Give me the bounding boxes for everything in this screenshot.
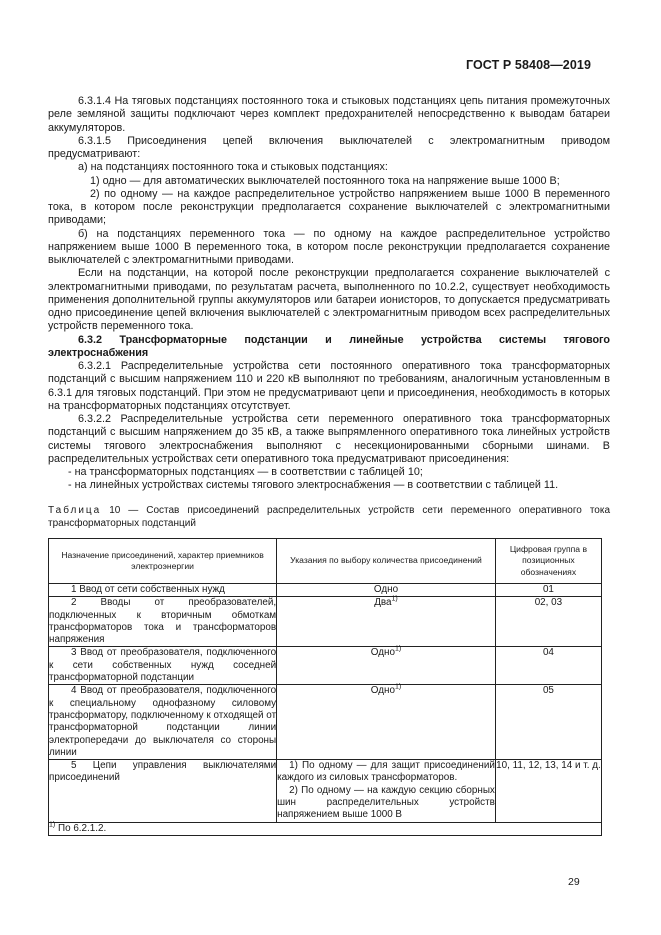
row-indication-cell: Одно bbox=[277, 584, 496, 597]
table-caption-text: 10 — Состав присоединений распределительных устройств сети переменного оперативного тока трансформаторных подстанций bbox=[48, 505, 611, 529]
paragraph: б) на подстанциях переменного тока — по одному на каждое распределительное устройство напряжением выше 1000 В переменного тока, в котором после реконструкции предполагается сохранение выключателей с электромагнитными приводами. bbox=[48, 227, 610, 266]
table-10 bbox=[48, 538, 602, 836]
column-header: Назначение присоединений, характер приемников электроэнергии bbox=[49, 539, 277, 584]
row-name-cell: 4 Ввод от преобразователя, подключенного к специальному однофазному силовому трансформатору, подключенному к отходящей от трансформаторной подстанции линии электропередачи до выключателя со стороны линии bbox=[49, 685, 277, 758]
table-row bbox=[49, 597, 602, 647]
row-name-cell: 2 Вводы от преобразователей, подключенных к вторичным обмоткам трансформаторов тока и трансформаторов напряжения bbox=[49, 597, 277, 646]
list-item: - на трансформаторных подстанциях — в соответствии с таблицей 10; bbox=[68, 466, 423, 478]
column-header: Указания по выбору количества присоединений bbox=[277, 539, 496, 584]
row-indication-cell: Одно$^{1)}$ bbox=[277, 685, 496, 760]
table-row bbox=[49, 647, 602, 685]
table-header-row bbox=[49, 539, 602, 584]
row-name-cell: 3 Ввод от преобразователя, подключенного к сети собственных нужд соседней трансформаторной подстанции bbox=[49, 647, 277, 684]
document-code: ГОСТ Р 58408—2019 bbox=[465, 58, 591, 72]
paragraph: 2) по одному — на каждое распределительное устройство напряжением выше 1000 В переменного тока, в котором после реконструкции предполагается сохранение выключателей с электромагнитными приводами; bbox=[48, 187, 610, 227]
footnote-text: По 6.2.1.2. bbox=[57, 822, 107, 834]
indication-item: 2) По одному — на каждую секцию сборных шин распределительных устройств напряжением выше 1000 В bbox=[277, 784, 495, 821]
page-number: 29 bbox=[568, 876, 580, 888]
row-name-cell: 1 Ввод от сети собственных нужд bbox=[49, 584, 277, 597]
table-row bbox=[49, 685, 602, 760]
row-code-cell: 02, 03 bbox=[495, 597, 601, 647]
paragraph: 6.3.2.1 Распределительные устройства сети постоянного оперативного тока трансформаторных подстанций с высшим напряжением 110 и 220 кВ выполняют по требованиям, аналогичным установленным в 6.3.1 для тяговых подстанций. При этом не предусматривают цепи и присоединения, необходимость в которых на трансформаторных подстанциях отсутствует. bbox=[48, 360, 610, 412]
indication-item: 1) По одному — для защит присоединений каждого из силовых трансформаторов. bbox=[277, 760, 495, 784]
paragraph: 6.3.1.4 На тяговых подстанциях постоянного тока и стыковых подстанциях цепь питания промежуточных реле земляной защиты подключают через комплект предохранителей непосредственно к выводам батареи аккумуляторов. bbox=[48, 95, 610, 134]
paragraph: а) на подстанциях постоянного тока и стыковых подстанциях: bbox=[78, 161, 388, 174]
row-code-cell: 01 bbox=[495, 584, 601, 597]
footnote-ref: 1) bbox=[394, 646, 402, 654]
row-name-cell: 5 Цепи управления выключателями присоединений bbox=[49, 760, 277, 822]
row-code-cell: 05 bbox=[495, 685, 601, 760]
paragraph: 6.3.2.2 Распределительные устройства сети переменного оперативного тока трансформаторных подстанций с высшим напряжением до 35 кВ, а также выпрямленного оперативного тока линейных устройств системы тягового электроснабжения выполняют с несекционированными сборными шинами. В распределительных устройствах сети оперативного тока предусматривают присоединения: bbox=[48, 413, 610, 465]
paragraph: 6.3.1.5 Присоединения цепей включения выключателей с электромагнитным приводом предусматривают: bbox=[48, 134, 610, 160]
list-item: - на линейных устройствах системы тягового электроснабжения — в соответствии с таблицей 11. bbox=[68, 479, 559, 492]
paragraph: Если на подстанции, на которой после реконструкции предполагается сохранение выключателей с электромагнитными приводами, по результатам расчета, выполненного по 10.2.2, существует необходимость применения дополнительной группы аккумуляторов или батареи ионисторов, то допускается предусматривать одно присоединение цепей включения выключателей с электромагнитным приводом всех распределительных устройств переменного тока. bbox=[48, 267, 610, 333]
table-footnote bbox=[49, 822, 602, 835]
body-text bbox=[48, 95, 610, 493]
footnote-mark: 1) bbox=[49, 821, 56, 829]
table-row bbox=[49, 760, 602, 822]
paragraph: 1) одно — для автоматических выключателей постоянного тока на напряжение выше 1000 В; bbox=[90, 174, 560, 187]
section-heading: 6.3.2 Трансформаторные подстанции и линейные устройства системы тягового электроснабжения bbox=[48, 333, 610, 359]
row-code-cell: 04 bbox=[495, 647, 601, 685]
row-indication-cell: Два$^{1)}$ bbox=[277, 597, 496, 647]
column-header: Цифровая группа в позиционных обозначениях bbox=[495, 539, 601, 584]
row-code-cell: 10, 11, 12, 13, 14 и т. д. bbox=[495, 760, 601, 822]
table-caption-label: Таблица bbox=[48, 505, 102, 516]
table-footnote-row bbox=[49, 822, 602, 835]
footnote-ref: 1) bbox=[394, 684, 402, 692]
table-caption bbox=[48, 505, 610, 530]
row-indication-cell bbox=[277, 760, 496, 822]
table-row bbox=[49, 584, 602, 597]
row-indication-cell: Одно$^{1)}$ bbox=[277, 647, 496, 685]
footnote-ref: 1) bbox=[391, 596, 398, 603]
